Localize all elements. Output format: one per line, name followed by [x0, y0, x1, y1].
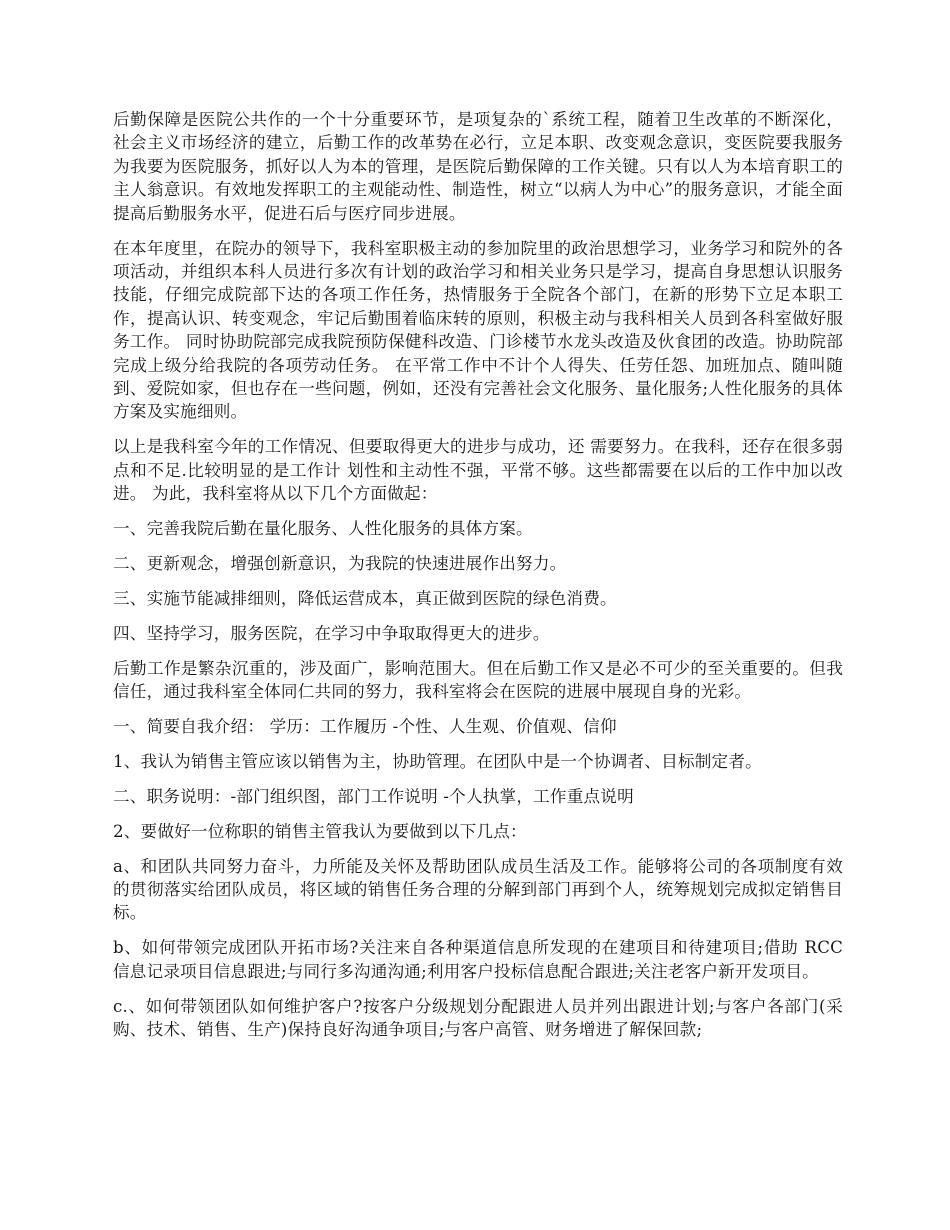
- paragraph-conclusion: 后勤工作是繁杂沉重的，涉及面广，影响范围大。但在后勤工作又是必不可少的至关重要的。但我信任，通过我科室全体同仁共同的努力，我科室将会在医院的进展中展现自身的光彩。: [113, 658, 843, 702]
- list-item-4: 四、坚持学习，服务医院，在学习中争取取得更大的进步。: [113, 623, 550, 643]
- section-duty: 二、职务说明：-部门组织图，部门工作说明 -个人执掌，工作重点说明: [113, 786, 634, 806]
- point-1: 1、我认为销售主管应该以销售为主，协助管理。在团队中是一个协调者、目标制定者。: [113, 751, 762, 771]
- paragraph-summary: 以上是我科室今年的工作情况、但要取得更大的进步与成功，还 需要努力。在我科，还存在很多弱点和不足.比较明显的是工作计 划性和主动性不强，平常不够。这些都需要在以后的工作中加以改进。 为此，我科室将从以下几个方面做起：: [113, 437, 843, 504]
- point-a: a、和团队共同努力奋斗，力所能及关怀及帮助团队成员生活及工作。能够将公司的各项制度有效的贯彻落实给团队成员，将区域的销售任务合理的分解到部门再到个人，统筹规划完成拟定销售目标。: [113, 856, 843, 923]
- section-self-intro: 一、简要自我介绍： 学历：工作履历 -个性、人生观、价值观、信仰: [113, 716, 617, 736]
- list-item-1: 一、完善我院后勤在量化服务、人性化服务的具体方案。: [113, 519, 533, 538]
- document-body: [113, 108, 843, 1053]
- list-item-2: 二、更新观念，增强创新意识，为我院的快速进展作出努力。: [113, 553, 567, 573]
- list-item-3: 三、实施节能减排细则，降低运营成本，真正做到医院的绿色消费。: [113, 588, 617, 608]
- point-c: c.、如何带领团队如何维护客户?按客户分级规划分配跟进人员并列出跟进计划;与客户各部门(采购、技术、销售、生产)保持良好沟通争项目;与客户高管、财务增进了解保回款;: [113, 996, 843, 1039]
- point-2: 2、要做好一位称职的销售主管我认为要做到以下几点：: [113, 821, 527, 841]
- paragraph-logistics-intro: 后勤保障是医院公共作的一个十分重要环节，是项复杂的`系统工程，随着卫生改革的不断深化，社会主义市场经济的建立，后勤工作的改革势在必行，立足本职、改变观念意识，变医院要我服务为我要为医院服务，抓好以人为本的管理，是医院后勤保障的工作关键。只有以人为本培育职工的主人翁意识。有效地发挥职工的主观能动性、制造性，树立“以病人为中心”的服务意识，才能全面提高后勤服务水平，促进石后与医疗同步进展。: [113, 110, 843, 223]
- point-b: b、如何带领完成团队开拓市场?关注来自各种渠道信息所发现的在建项目和待建项目;借助 RCC 信息记录项目信息跟进;与同行多沟通沟通;利用客户投标信息配合跟进;关注老客户新开发项目。: [113, 938, 843, 981]
- paragraph-annual-work: 在本年度里，在院办的领导下，我科室职极主动的参加院里的政治思想学习，业务学习和院外的各项活动，并组织本科人员进行多次有计划的政治学习和相关业务只是学习，提高自身思想认识服务技能，仔细完成院部下达的各项工作任务，热情服务于全院各个部门，在新的形势下立足本职工作，提高认识、转变观念，牢记后勤围着临床转的原则，积极主动与我科相关人员到各科室做好服务工作。 同时协助院部完成我院预防保健科改造、门诊楼节水龙头改造及伙食团的改造。协助院部完成上级分给我院的各项劳动任务。 在平常工作中不计个人得失、任劳任怨、加班加点、随叫随到、爱院如家，但也存在一些问题，例如，还没有完善社会文化服务、量化服务;人性化服务的具体方案及实施细则。: [113, 238, 843, 422]
